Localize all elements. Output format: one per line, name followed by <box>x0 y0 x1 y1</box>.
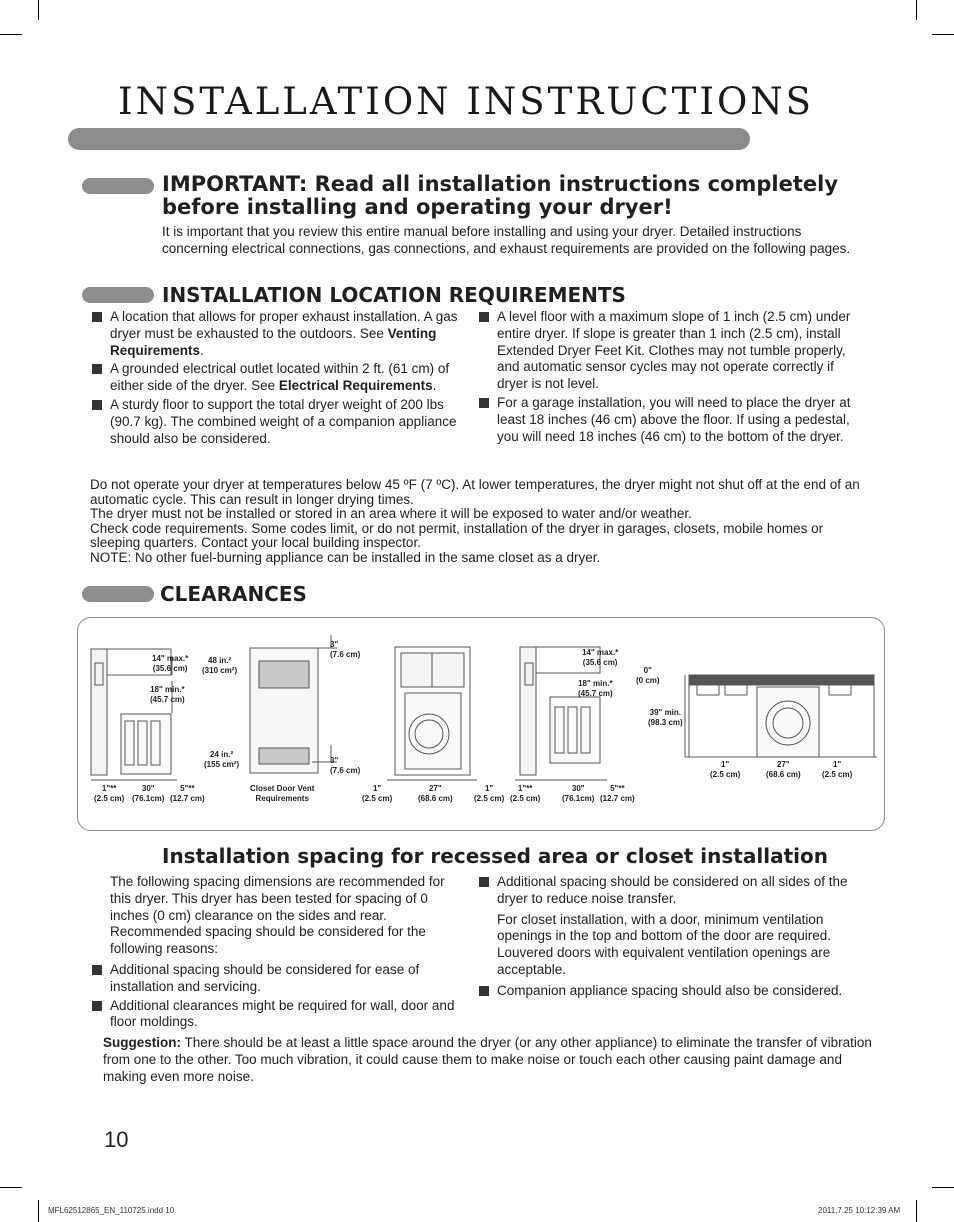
bullet-icon <box>92 364 102 374</box>
list-item: A level floor with a maximum slope of 1 inch (2.5 cm) under entire dryer. If slope is greater than 1 inch (2.5 cm), install Extended Dryer Feet Kit. Clothes may not tumble properly, and automatic sensor cycles may not operate correctly if dryer is not level. <box>479 309 867 393</box>
d5-mid: 27" (68.6 cm) <box>766 760 801 779</box>
bullet-icon <box>92 400 102 410</box>
d1-b1: 1"** (2.5 cm) <box>94 784 125 803</box>
crop-mark <box>932 1187 954 1188</box>
suggestion: Suggestion: There should be at least a little space around the dryer (or any other appliance) to eliminate the transfer of vibration from one to the other. Too much vibration, it could cause them to make noise or touch each other causing paint damage and making even more noise. <box>103 1035 872 1084</box>
list-item: For a garage installation, you will need to place the dryer at least 18 inches (46 cm) above the floor. If using a pedestal, you will need 18 inches (46 cm) to the bottom of the dryer. <box>479 395 867 445</box>
d1-b3: 5"** (12.7 cm) <box>170 784 205 803</box>
d5-left: 1" (2.5 cm) <box>710 760 741 779</box>
location-left-list <box>92 309 472 449</box>
d3-left: 1" (2.5 cm) <box>362 784 393 803</box>
clearances-heading: CLEARANCES <box>160 582 307 606</box>
d1-top-max: 14" max.* (35.6 cm) <box>152 654 189 673</box>
spacing-right-col <box>479 874 867 1002</box>
list-item: Additional spacing should be considered on all sides of the dryer to reduce noise transfer. <box>479 874 867 908</box>
list-item: A grounded electrical outlet located within 2 ft. (61 cm) of either side of the dryer. See Electrical Requirements. <box>92 361 472 395</box>
important-heading: IMPORTANT: Read all installation instructions completely before installing and operating your dryer! <box>162 172 839 219</box>
bullet-icon <box>92 965 102 975</box>
crop-mark <box>916 0 917 20</box>
list-item: Additional clearances might be required for wall, door and floor moldings. <box>92 998 462 1032</box>
crop-mark <box>932 34 954 35</box>
list-item: A sturdy floor to support the total dryer weight of 200 lbs (90.7 kg). The combined weight of a companion appliance should also be considered. <box>92 397 472 447</box>
note: NOTE: No other fuel-burning appliance can be installed in the same closet as a dryer. <box>90 549 601 565</box>
bullet-icon <box>479 986 489 996</box>
section-pill <box>82 586 154 602</box>
important-text: It is important that you review this entire manual before installing and using your dryer. Detailed instructions concerning electrical connections, gas connections, and exhaust requirements are provided on the following pages. <box>162 224 851 256</box>
crop-mark <box>0 34 22 35</box>
list-item: Additional spacing should be considered for ease of installation and servicing. <box>92 962 462 996</box>
page-number: 10 <box>104 1127 129 1152</box>
d5-right: 1" (2.5 cm) <box>822 760 853 779</box>
section-pill <box>82 287 154 303</box>
bullet-icon <box>92 1001 102 1011</box>
location-right-list <box>479 309 867 447</box>
section-pill <box>82 178 154 194</box>
note: Check code requirements. Some codes limit, or do not permit, installation of the dryer in garages, closets, mobile homes or sleeping quarters. Contact your local building inspector. <box>90 520 824 550</box>
spacing-heading: Installation spacing for recessed area or closet installation <box>162 844 828 868</box>
bullet-icon <box>479 398 489 408</box>
location-heading: INSTALLATION LOCATION REQUIREMENTS <box>162 283 626 307</box>
crop-mark <box>38 1200 39 1222</box>
spacing-left-col <box>92 874 462 1033</box>
footer-timestamp: 2011.7.25 10:12:39 AM <box>818 1206 901 1215</box>
spacing-intro: The following spacing dimensions are recommended for this dryer. This dryer has been tested for spacing of 0 inches (0 cm) clearance on the sides and rear. Recommended spacing should be considered for the following reasons: <box>110 874 445 957</box>
d2-area-bottom: 24 in.² (155 cm²) <box>204 750 240 769</box>
d3-mid: 27" (68.6 cm) <box>418 784 453 803</box>
closet-paragraph: For closet installation, with a door, minimum ventilation openings in the top and bottom of the door are required. Louvered doors with equivalent ventilation openings are acceptable. <box>497 911 831 977</box>
d1-min: 18" min.* (45.7 cm) <box>150 685 185 704</box>
bullet-icon <box>479 312 489 322</box>
d1-b2: 30" (76.1cm) <box>132 784 165 803</box>
location-notes <box>90 478 865 565</box>
d2-top: 3" (7.6 cm) <box>330 640 361 659</box>
footer-file: MFL62512865_EN_110725.indd 10 <box>48 1206 175 1215</box>
d3-right: 1" (2.5 cm) <box>474 784 505 803</box>
bullet-icon <box>479 877 489 887</box>
d2-bottom: 3" (7.6 cm) <box>330 756 361 775</box>
list-item: A location that allows for proper exhaust installation. A gas dryer must be exhausted to the outdoors. See Venting Requirements. <box>92 309 472 359</box>
d2-caption: Closet Door Vent Requirements <box>250 784 315 803</box>
d4-min: 18" min.* (45.7 cm) <box>578 679 613 698</box>
list-item: Companion appliance spacing should also be considered. <box>479 983 867 1000</box>
bullet-icon <box>92 312 102 322</box>
title-bar <box>68 128 750 150</box>
d5-top: 0" (0 cm) <box>636 666 660 685</box>
d5-min: 39" min. (98.3 cm) <box>648 708 683 727</box>
crop-mark <box>916 1200 917 1222</box>
d2-area-top: 48 in.² (310 cm²) <box>202 656 238 675</box>
d4-b3: 5"** (12.7 cm) <box>600 784 635 803</box>
d4-b2: 30" (76.1cm) <box>562 784 595 803</box>
page-title: INSTALLATION INSTRUCTIONS <box>118 80 815 123</box>
note: Do not operate your dryer at temperatures below 45 ºF (7 ºC). At lower temperatures, the dryer might not shut off at the end of an automatic cycle. This can result in longer drying times. <box>90 477 860 507</box>
note: The dryer must not be installed or stored in an area where it will be exposed to water and/or weather. <box>90 506 692 521</box>
d4-top-max: 14" max.* (35.6 cm) <box>582 648 619 667</box>
crop-mark <box>0 1187 22 1188</box>
crop-mark <box>38 0 39 20</box>
d4-b1: 1"** (2.5 cm) <box>510 784 541 803</box>
